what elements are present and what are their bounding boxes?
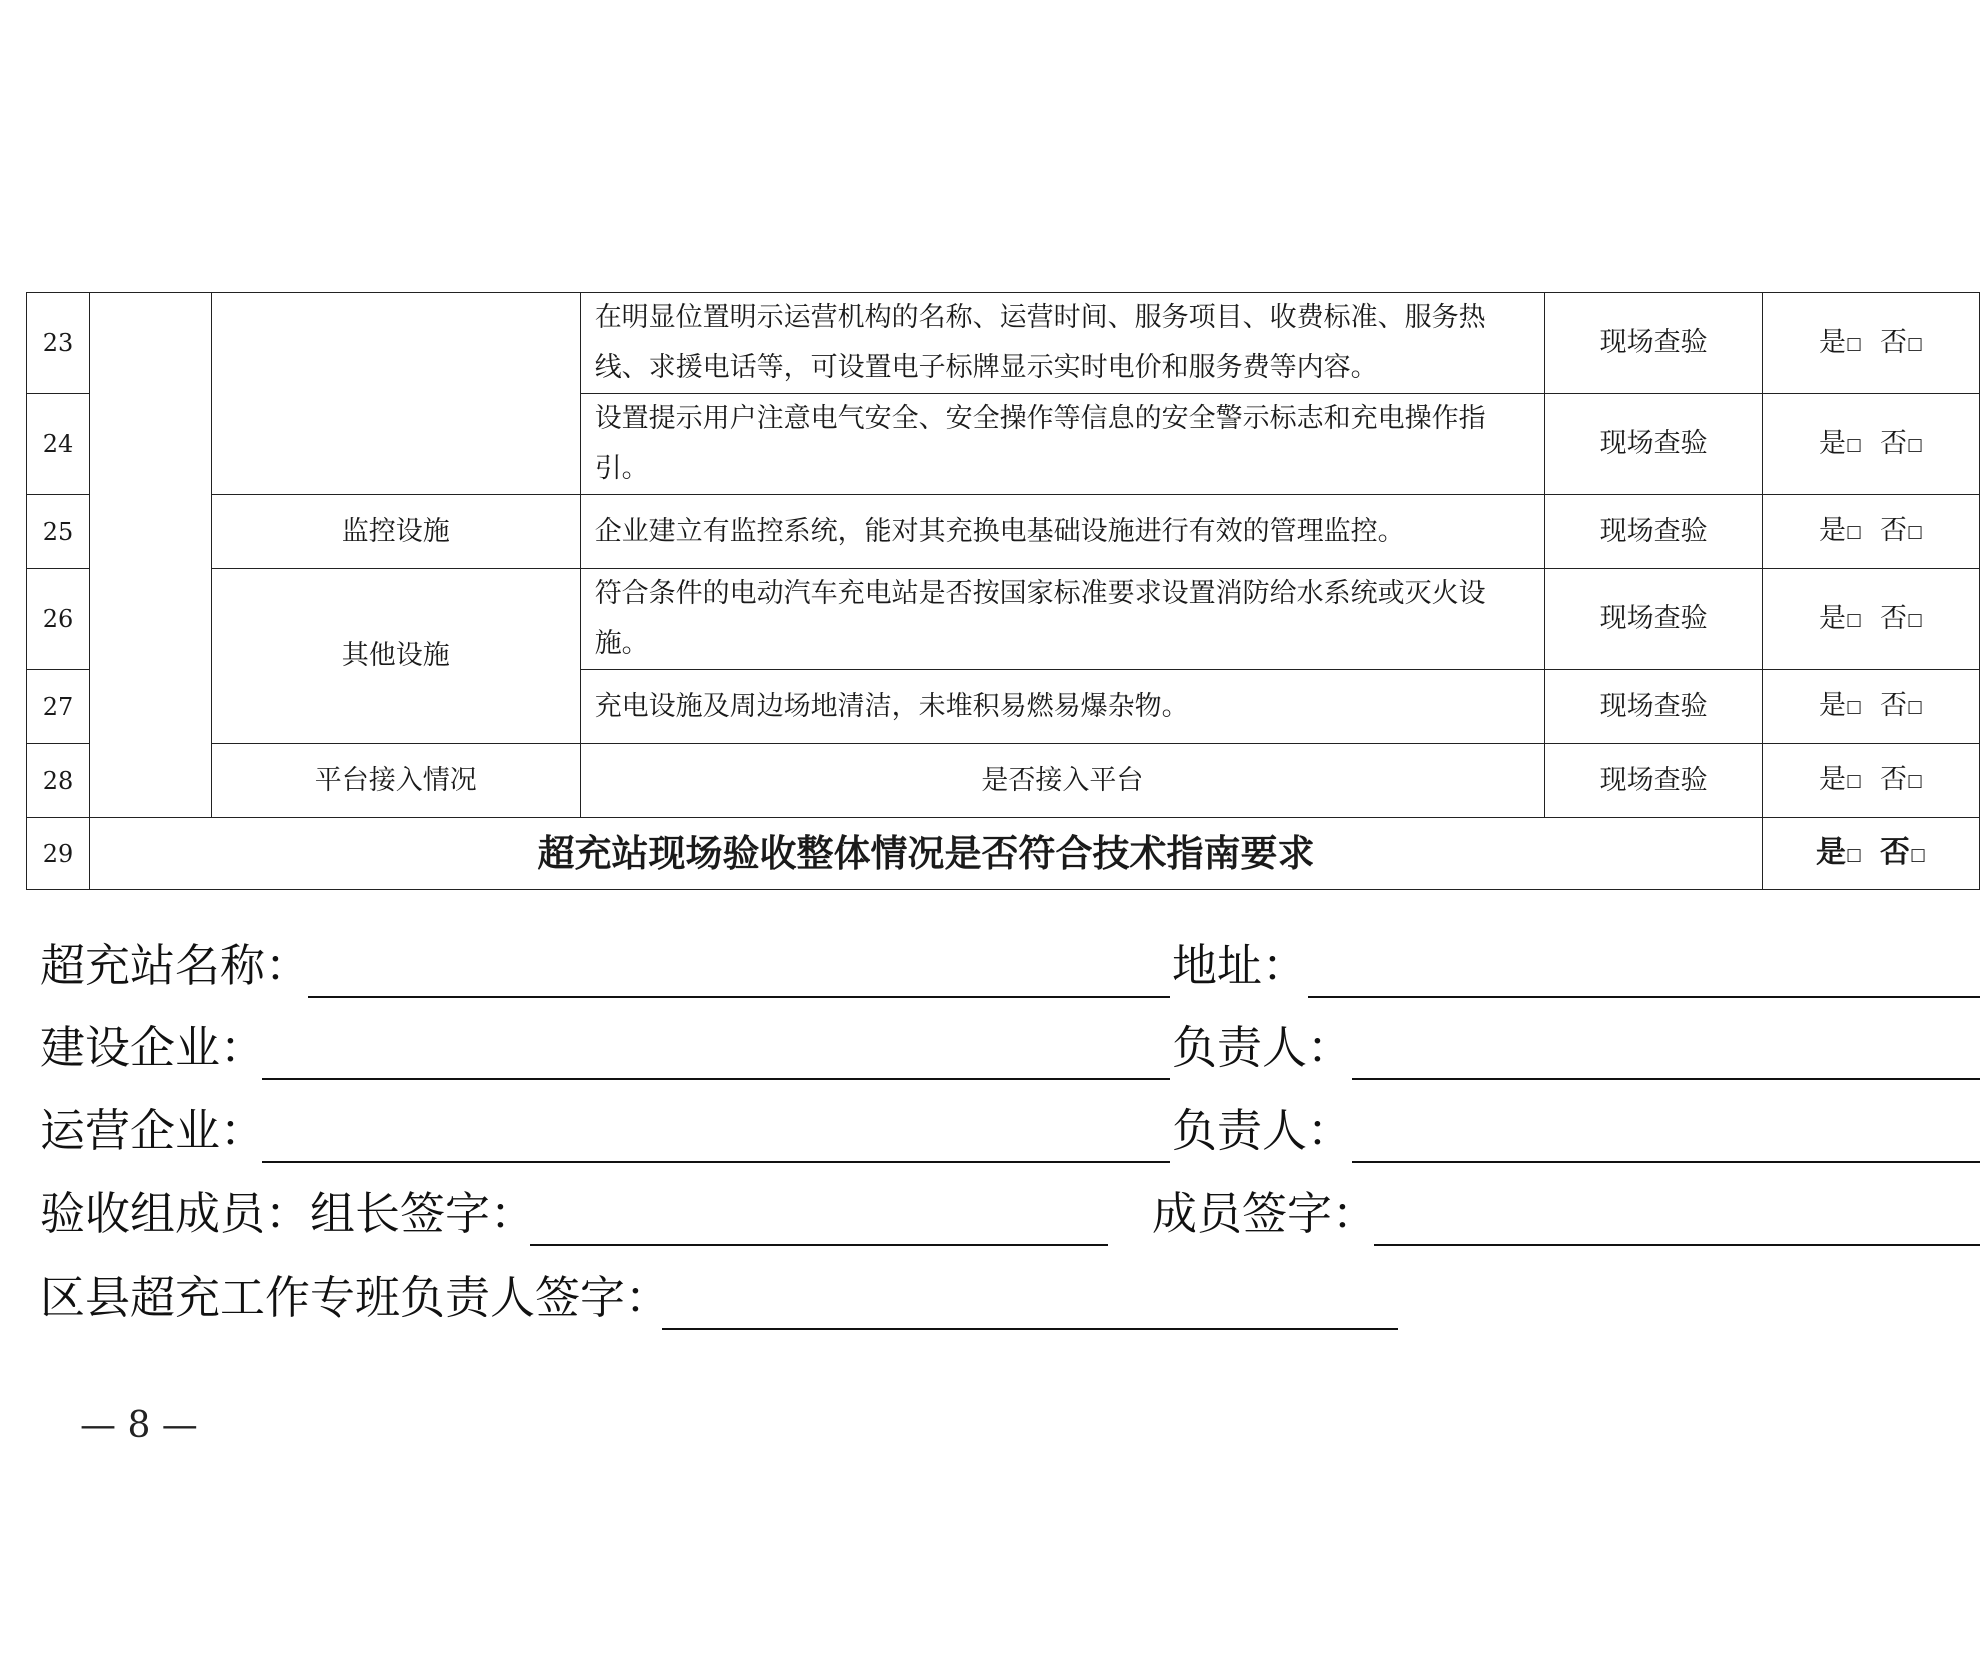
- no-option[interactable]: 否□: [1880, 326, 1924, 358]
- row-number: 28: [27, 744, 90, 818]
- requirement-text: 是否接入平台: [580, 744, 1544, 818]
- address-label: 地址：: [1172, 939, 1308, 992]
- checkbox-icon: □: [1910, 844, 1927, 865]
- inspection-method: 现场查验: [1545, 744, 1763, 818]
- result-cell: [1763, 495, 1980, 569]
- district-line[interactable]: [662, 1328, 1398, 1330]
- row-number: 25: [27, 495, 90, 569]
- checkbox-icon: □: [1845, 522, 1863, 542]
- requirement-text: 在明显位置明示运营机构的名称、运营时间、服务项目、收费标准、服务热线、求援电话等，可设置电子标牌显示实时电价和服务费等内容。: [580, 293, 1544, 394]
- checkbox-icon: □: [1845, 333, 1863, 354]
- subcategory-cell: 其他设施: [211, 569, 580, 744]
- result-cell: [1763, 293, 1980, 394]
- builder-person-line[interactable]: [1352, 1078, 1980, 1080]
- summary-row: [27, 818, 1980, 890]
- subcategory-cell: 监控设施: [211, 495, 580, 569]
- no-option[interactable]: 否□: [1880, 515, 1924, 546]
- no-option[interactable]: 否□: [1880, 427, 1924, 459]
- team-leader-label: 验收组成员：组长签字：: [40, 1187, 536, 1240]
- district-label: 区县超充工作专班负责人签字：: [40, 1271, 671, 1324]
- yes-option[interactable]: 是□: [1818, 764, 1863, 795]
- yes-option[interactable]: 是□: [1818, 602, 1863, 634]
- yes-option[interactable]: 是□: [1818, 690, 1863, 721]
- inspection-method: 现场查验: [1545, 569, 1763, 670]
- yes-option[interactable]: 是□: [1818, 427, 1863, 459]
- requirement-text: 企业建立有监控系统，能对其充换电基础设施进行有效的管理监控。: [580, 495, 1544, 569]
- requirement-text: 符合条件的电动汽车充电站是否按国家标准要求设置消防给水系统或灭火设施。: [580, 569, 1544, 670]
- row-number: 29: [27, 818, 90, 890]
- result-cell: [1763, 569, 1980, 670]
- builder-field[interactable]: [40, 1020, 1130, 1080]
- subcategory-cell: [211, 293, 580, 495]
- row-number: 27: [27, 670, 90, 744]
- no-option[interactable]: 否□: [1880, 690, 1924, 721]
- no-option[interactable]: 否□: [1880, 764, 1924, 795]
- operator-person-line[interactable]: [1352, 1161, 1980, 1163]
- checkbox-icon: □: [1907, 697, 1924, 717]
- checkbox-icon: □: [1845, 844, 1863, 865]
- checkbox-icon: □: [1907, 771, 1924, 791]
- category-cell: [89, 293, 211, 818]
- no-option[interactable]: 否□: [1880, 602, 1924, 634]
- checkbox-icon: □: [1907, 333, 1924, 354]
- team-leader-line[interactable]: [530, 1244, 1108, 1246]
- subcategory-cell: 平台接入情况: [211, 744, 580, 818]
- acceptance-checklist-table: [26, 292, 1980, 890]
- requirement-text: 充电设施及周边场地清洁，未堆积易燃易爆杂物。: [580, 670, 1544, 744]
- checkbox-icon: □: [1845, 771, 1863, 791]
- yes-option[interactable]: 是□: [1818, 326, 1863, 358]
- checkbox-icon: □: [1907, 609, 1924, 630]
- row-number: 26: [27, 569, 90, 670]
- operator-label: 运营企业：: [40, 1104, 266, 1157]
- builder-label: 建设企业：: [40, 1021, 266, 1074]
- address-line[interactable]: [1308, 996, 1980, 998]
- operator-person-field[interactable]: [1172, 1103, 1980, 1163]
- result-cell: [1763, 818, 1980, 890]
- table-row: [27, 495, 1980, 569]
- row-number: 23: [27, 293, 90, 394]
- team-leader-signature-field[interactable]: [40, 1186, 1108, 1246]
- operator-field[interactable]: [40, 1103, 1130, 1163]
- yes-option[interactable]: 是□: [1815, 834, 1863, 870]
- checkbox-icon: □: [1845, 434, 1863, 455]
- station-name-label: 超充站名称：: [40, 939, 311, 992]
- station-name-field[interactable]: [40, 938, 1130, 998]
- summary-text: 超充站现场验收整体情况是否符合技术指南要求: [89, 818, 1762, 890]
- operator-person-label: 负责人：: [1172, 1104, 1353, 1157]
- checkbox-icon: □: [1845, 697, 1863, 717]
- yes-option[interactable]: 是□: [1818, 515, 1863, 546]
- member-line[interactable]: [1374, 1244, 1980, 1246]
- table-row: [27, 569, 1980, 670]
- address-field[interactable]: [1172, 938, 1980, 998]
- builder-person-label: 负责人：: [1172, 1021, 1353, 1074]
- no-option[interactable]: 否□: [1880, 834, 1927, 870]
- checkbox-icon: □: [1845, 609, 1863, 630]
- table-row: [27, 744, 1980, 818]
- inspection-method: 现场查验: [1545, 495, 1763, 569]
- district-signature-field[interactable]: [40, 1270, 1398, 1330]
- operator-line[interactable]: [262, 1161, 1170, 1163]
- inspection-method: 现场查验: [1545, 293, 1763, 394]
- row-number: 24: [27, 394, 90, 495]
- table-row: [27, 293, 1980, 394]
- member-label: 成员签字：: [1152, 1187, 1378, 1240]
- checkbox-icon: □: [1907, 522, 1924, 542]
- result-cell: [1763, 394, 1980, 495]
- member-signature-field[interactable]: [1152, 1186, 1980, 1246]
- checkbox-icon: □: [1907, 434, 1924, 455]
- page-number: — 8 —: [80, 1405, 198, 1446]
- result-cell: [1763, 670, 1980, 744]
- station-name-line[interactable]: [308, 996, 1170, 998]
- builder-person-field[interactable]: [1172, 1020, 1980, 1080]
- inspection-method: 现场查验: [1545, 394, 1763, 495]
- requirement-text: 设置提示用户注意电气安全、安全操作等信息的安全警示标志和充电操作指引。: [580, 394, 1544, 495]
- builder-line[interactable]: [262, 1078, 1170, 1080]
- inspection-method: 现场查验: [1545, 670, 1763, 744]
- result-cell: [1763, 744, 1980, 818]
